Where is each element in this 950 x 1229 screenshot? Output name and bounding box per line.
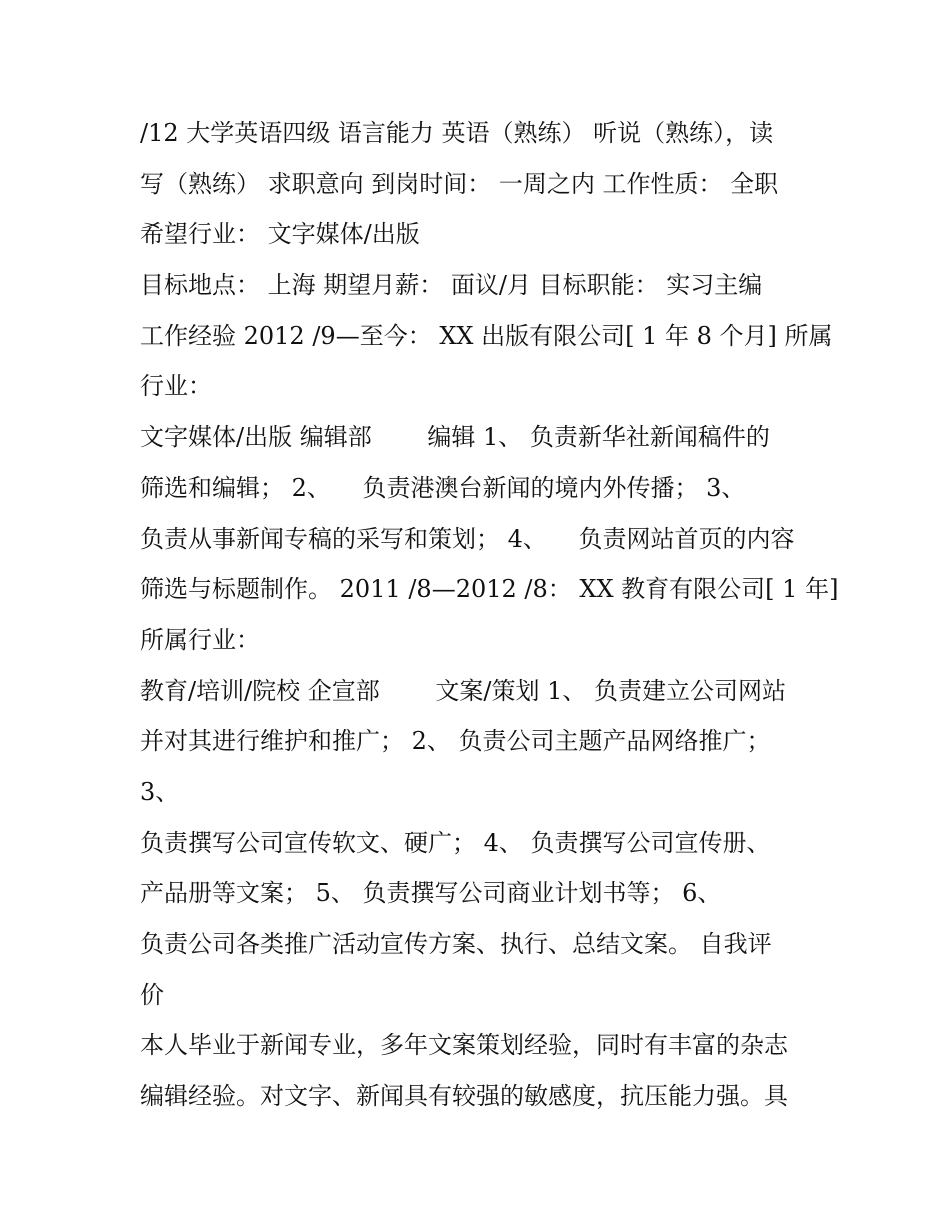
text-line: 文字媒体/出版 编辑部 编辑 1、 负责新华社新闻稿件的 [140, 423, 770, 452]
text-line: 负责撰写公司宣传软文、硬广； 4、 负责撰写公司宣传册、 [140, 828, 771, 857]
text-line: 目标地点： 上海 期望月薪： 面议/月 目标职能： 实习主编 [140, 271, 763, 300]
text-line: 所属行业： [140, 625, 260, 654]
text-line: 并对其进行维护和推广； 2、 负责公司主题产品网络推广； [140, 727, 771, 756]
text-line: 编辑经验。对文字、新闻具有较强的敏感度，抗压能力强。具 [140, 1082, 788, 1111]
text-line: 负责公司各类推广活动宣传方案、执行、总结文案。 自我评 [140, 930, 772, 958]
text-line: 行业： [140, 372, 212, 401]
text-line: 产品册等文案； 5、 负责撰写公司商业计划书等； 6、 [140, 879, 722, 908]
text-line: 工作经验 2012 /9—至今： XX 出版有限公司[ 1 年 8 个月] 所属 [140, 321, 833, 350]
text-line: 教育/培训/院校 企宣部 文案/策划 1、 负责建立公司网站 [140, 676, 787, 705]
text-line: 负责从事新闻专稿的采写和策划； 4、 负责网站首页的内容 [140, 524, 795, 553]
resume-text-body [140, 108, 839, 1122]
text-line: 筛选与标题制作。 2011 /8—2012 /8： XX 教育有限公司[ 1 年] [140, 575, 839, 604]
text-line: 希望行业： 文字媒体/出版 [140, 220, 420, 249]
text-line: 本人毕业于新闻专业，多年文案策划经验，同时有丰富的杂志 [140, 1031, 788, 1060]
text-line: 价 [140, 980, 164, 1009]
text-line: 筛选和编辑； 2、 负责港澳台新闻的境内外传播； 3、 [140, 473, 746, 502]
text-line: 写（熟练） 求职意向 到岗时间： 一周之内 工作性质： 全职 [140, 169, 779, 198]
text-line: /12 大学英语四级 语言能力 英语（熟练） 听说（熟练），读 [140, 119, 774, 147]
text-line: 3、 [140, 777, 180, 806]
